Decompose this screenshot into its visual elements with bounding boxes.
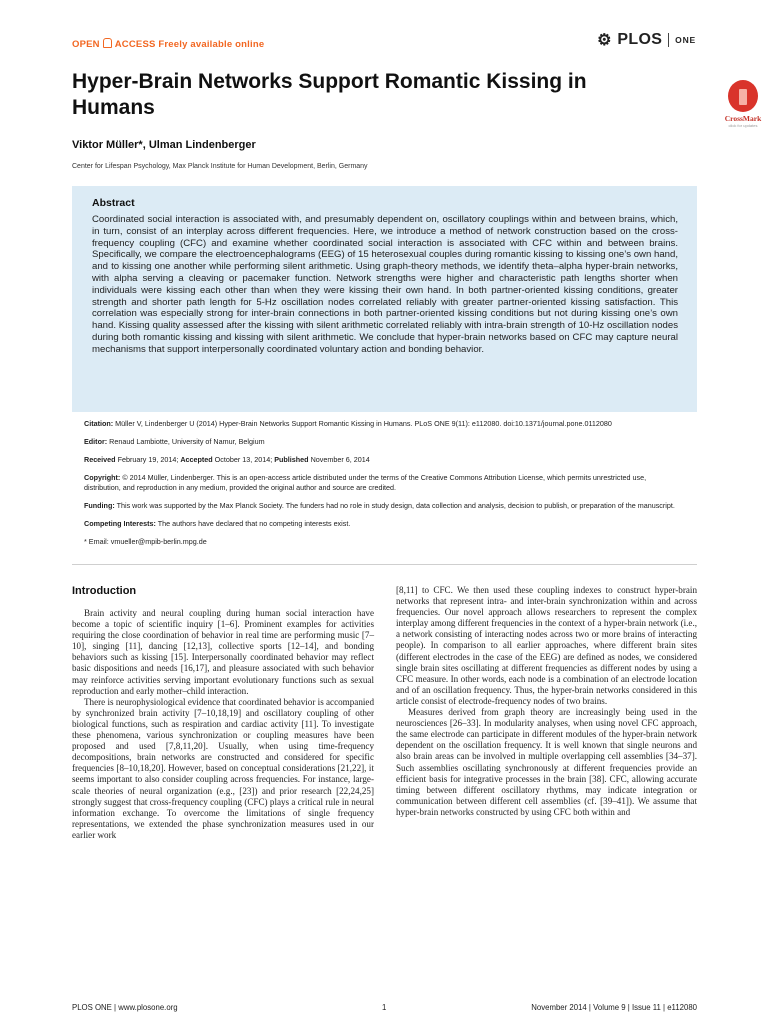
- abstract-heading: Abstract: [92, 197, 135, 209]
- article-title: Hyper-Brain Networks Support Romantic Kissing in Humans: [72, 70, 587, 119]
- plos-logo[interactable]: [597, 30, 696, 50]
- corresponding-email[interactable]: * Email: vmueller@mpib-berlin.mpg.de: [84, 536, 207, 546]
- footer-journal-link[interactable]: PLOS ONE | www.plosone.org: [72, 1003, 178, 1012]
- crossmark-icon: [728, 80, 758, 112]
- body-paragraph: Brain activity and neural coupling during human social interaction have become a topic of scientific inquiry [1–6]. Prominent examples for activities requiring the close coordination of behavior in real time are performing music [7–10], singing [11], dancing [12,13], collective sports [12–14], and bonding behaviors such as kissing [15]. Interpersonally coordinated behavior may reflect basic dispositions and needs [16,17], and pleasure associated with such behavior may reinforce activities serving important evolutionary functions such as sexual reproduction and early mother–child interaction.: [72, 608, 374, 696]
- body-paragraph: Measures derived from graph theory are increasingly being used in the neurosciences [26–33]. In modularity analyses, when using novel CFC approach, the same electrode can participate in different modules of the hyper-brain network dependent on the oscillation frequency. It is well known that single neurons and also brain areas can be involved in multiple overlapping cell assemblies [34–37]. Such assemblies oscillating synchronously at different frequencies provide an efficient basis for integrative processes in the brain [38]. CFC, allowing accurate timing between different oscillatory rhythms, may indicate integration or communication between different cell assemblies (cf. [39–41]). We assume that hyper-brain networks constructed by using CFC both within and: [396, 707, 697, 817]
- footer-issue-info: November 2014 | Volume 9 | Issue 11 | e112080: [531, 1003, 697, 1012]
- open-access-label-right: ACCESS Freely available online: [114, 39, 265, 50]
- right-column: [396, 585, 697, 818]
- copyright: Copyright: © 2014 Müller, Lindenberger. This is an open-access article distributed under the terms of the Creative Commons Attribution License, which permits unrestricted use, distribution, and reproduction in any medium, provided the original author and source are credited.: [84, 473, 647, 492]
- plos-gear-icon: ⚙: [597, 32, 612, 49]
- publisher-name: PLOS: [617, 31, 663, 48]
- dates: Received February 19, 2014; Accepted October 13, 2014; Published November 6, 2014: [84, 455, 370, 464]
- abstract-text: Coordinated social interaction is associated with, and presumably dependent on, oscillatory couplings within and between brains, which, in turn, consist of an interplay across different frequencies. Here, we introduce a method of network construction based on the cross-frequency coupling (CFC) and examine whether coordinated social interaction is associated with CFC within and between brains. Specifically, we compare the electroencephalograms (EEG) of 15 heterosexual couples during romantic kissing to kissing one’s own hand, and to kissing one another while performing silent arithmetic. Using graph-theory methods, we identify theta–alpha hyper-brain networks, with alpha serving a cleaving or pacemaker function. Network strengths were higher and characteristic path lengths shorter when individuals were kissing each other than when they were kissing their own hand. In both partner-oriented kissing conditions, greater strength and shorter path length for 5-Hz oscillation nodes correlated reliably with greater partner-oriented kissing satisfaction. This correlation was especially strong for inter-brain connections in both partner-oriented kissing conditions but not during kissing one’s own hand. Kissing quality assessed after the kissing with silent arithmetic correlated reliably with intra-brain strength of 10-Hz oscillation nodes during both romantic kissing and kissing with silent arithmetic. We conclude that hyper-brain networks based on CFC may capture neural mechanisms that support interpersonally coordinated voluntary action and bonding behavior.: [92, 214, 678, 355]
- body-paragraph: There is neurophysiological evidence that coordinated behavior is accompanied by synchronized brain activity [7–10,18,19] and oscillatory coupling of other biological functions, such as respiration and cardiac activity [11]. To investigate these phenomena, various synchronization or coupling measures have been proposed and used [7,8,11,20]. Usually, when using time-frequency decompositions, brain networks are constructed and considered for specific frequencies [8–10,18,20]. However, based on conceptual considerations [21,22], it seems important to also consider coupling across frequencies. For instance, large-scale theories of neural organization (e.g., [23]) and prior research [22,24,25] strongly suggest that cross-frequency coupling (CFC) plays a critical rule in neural information exchange. To overcome the limitations of single frequency representations, we extended the phase synchronization measures used in our earlier work: [72, 696, 374, 840]
- citation: Citation: Müller V, Lindenberger U (2014) Hyper-Brain Networks Support Romantic Kissing in Humans. PLoS ONE 9(11): e112080. doi:10.1371/journal.pone.0112080: [84, 419, 612, 428]
- journal-name: ONE: [675, 35, 696, 45]
- crossmark-badge[interactable]: [721, 80, 765, 128]
- open-lock-icon: [103, 38, 112, 48]
- author-list: Viktor Müller*, Ulman Lindenberger: [72, 139, 256, 151]
- section-divider: [72, 564, 697, 565]
- open-access-banner: [72, 38, 264, 50]
- article-metadata: [84, 419, 684, 555]
- crossmark-sublabel: click for updates: [728, 123, 758, 128]
- introduction-heading: Introduction: [72, 585, 137, 597]
- logo-divider: [668, 33, 669, 47]
- affiliation: Center for Lifespan Psychology, Max Planck Institute for Human Development, Berlin, Germany: [72, 163, 368, 170]
- competing-interests: Competing Interests: The authors have declared that no competing interests exist.: [84, 518, 351, 528]
- editor: Editor: Renaud Lambiotte, University of Namur, Belgium: [84, 437, 265, 446]
- page-number: 1: [382, 1003, 387, 1012]
- left-column: [72, 585, 374, 841]
- abstract-box: [72, 186, 697, 412]
- crossmark-label: CrossMark: [724, 114, 762, 123]
- open-access-label-left: OPEN: [72, 39, 100, 50]
- funding: Funding: This work was supported by the Max Planck Society. The funders had no role in study design, data collection and analysis, decision to publish, or preparation of the manuscript.: [84, 500, 675, 510]
- body-paragraph: [8,11] to CFC. We then used these coupling indexes to construct hyper-brain networks that represent intra- and inter-brain synchronization within and across frequencies. Our novel approach allows researchers to represent the complex interplay among different frequencies in the context of a hyper-brain network (i.e., a network consisting of interacting nodes across two or more brains of interacting people). In comparison to all earlier approaches, where different brain sites (different electrodes in the case of the EEG) are defined as nodes, we considered single brain sites oscillating at different frequencies as different nodes by using a CFC measure. In other words, each node is a combination of an electrode location and of an oscillation frequency. Thus, the hyper-brain networks considered in this article consist of electrode-frequency nodes of two brains.: [396, 585, 697, 706]
